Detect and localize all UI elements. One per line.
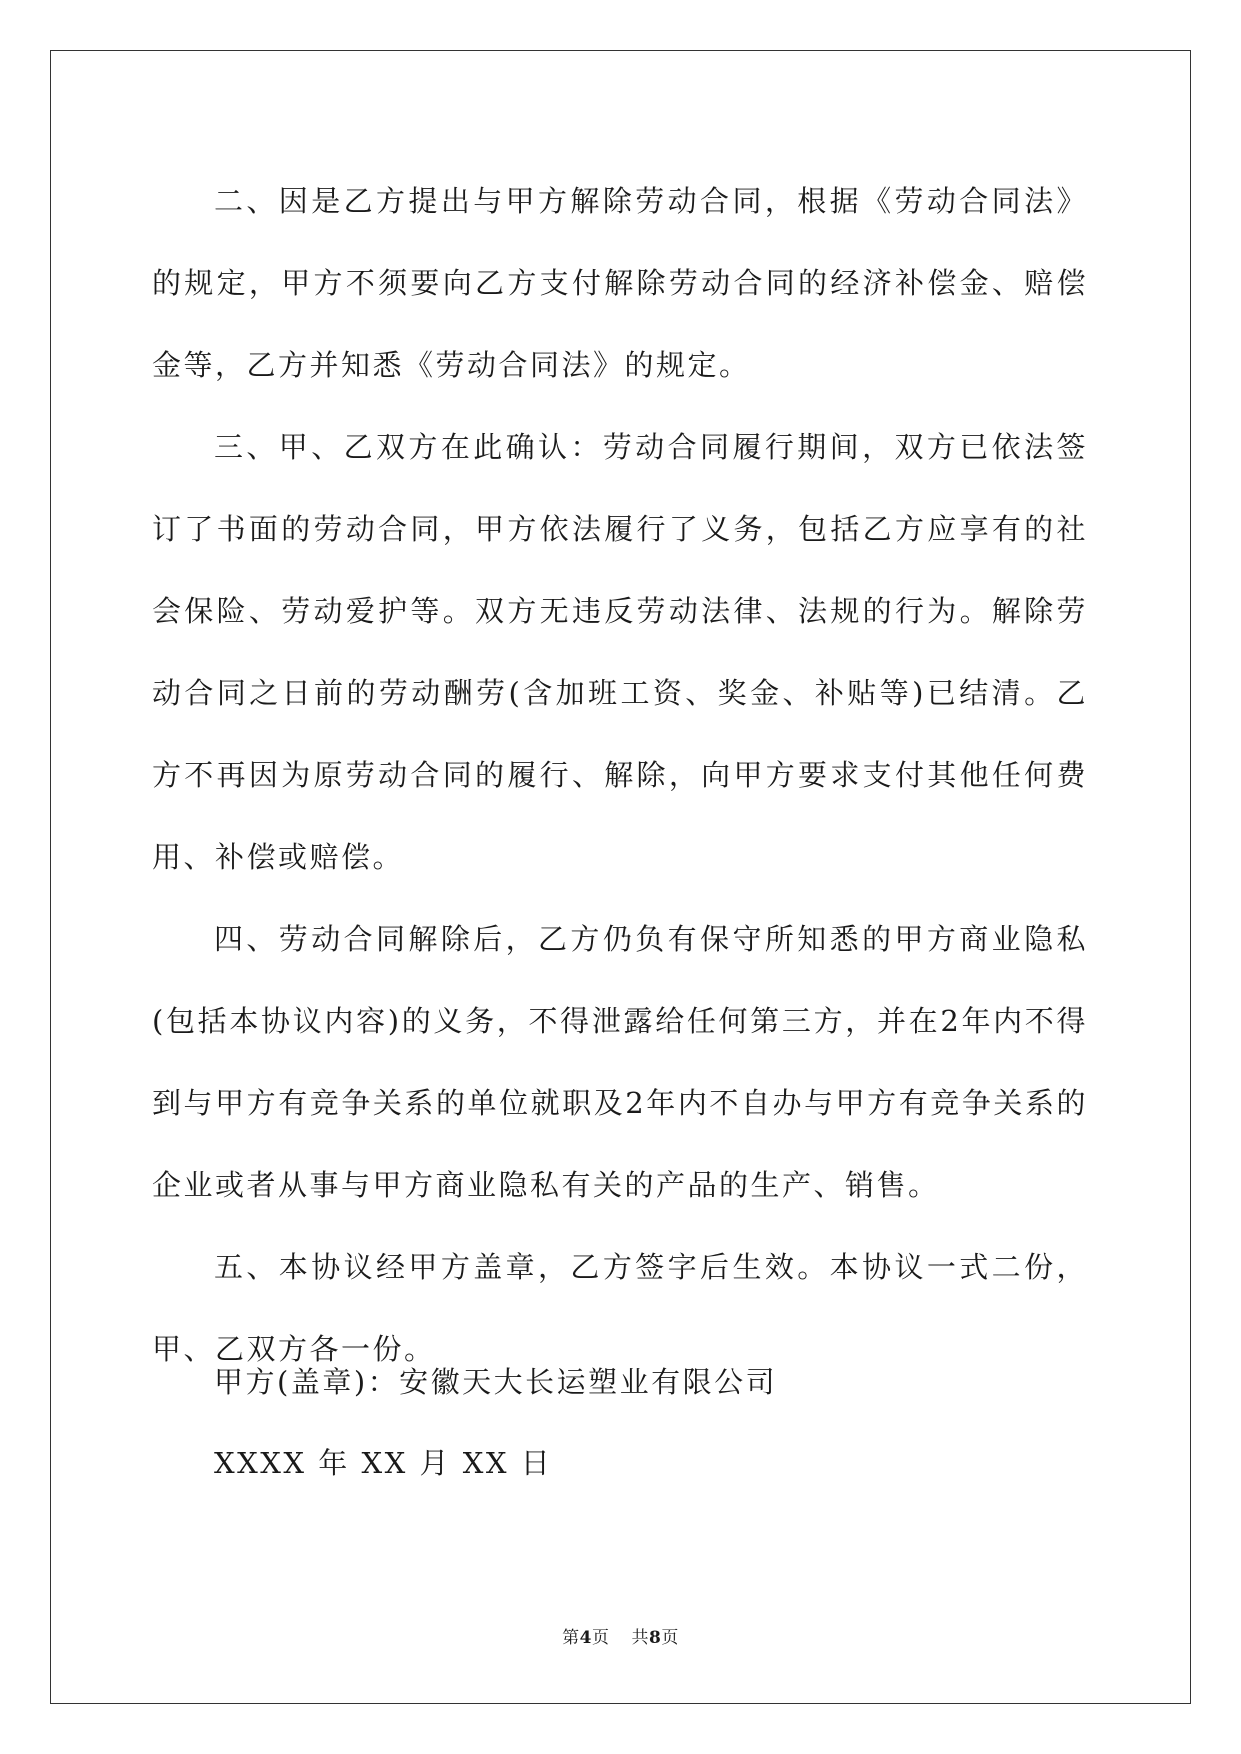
paragraph-clause-4: 四、劳动合同解除后，乙方仍负有保守所知悉的甲方商业隐私(包括本协议内容)的义务，不得泄露给任何第三方，并在2年内不得到与甲方有竞争关系的单位就职及2年内不自办与甲方有竞争关系的企业或者从事与甲方商业隐私有关的产品的生产、销售。	[152, 922, 1088, 1202]
paragraph-clause-5: 五、本协议经甲方盖章，乙方签字后生效。本协议一式二份，甲、乙双方各一份。	[152, 1250, 1088, 1366]
page-number: 4	[579, 1628, 592, 1648]
total-pages: 8	[649, 1628, 662, 1648]
page-prefix: 第	[562, 1628, 580, 1648]
page-footer	[0, 1623, 1241, 1648]
total-suffix: 页	[661, 1628, 679, 1648]
paragraph-clause-2: 二、因是乙方提出与甲方解除劳动合同，根据《劳动合同法》的规定，甲方不须要向乙方支付解除劳动合同的经济补偿金、赔偿金等，乙方并知悉《劳动合同法》的规定。	[152, 184, 1088, 382]
page-suffix: 页	[592, 1628, 610, 1648]
party-a-signature-line: 甲方(盖章)：安徽天大长运塑业有限公司	[214, 1365, 778, 1399]
paragraph-clause-3: 三、甲、乙双方在此确认：劳动合同履行期间，双方已依法签订了书面的劳动合同，甲方依法履行了义务，包括乙方应享有的社会保险、劳动爱护等。双方无违反劳动法律、法规的行为。解除劳动合同之日前的劳动酬劳(含加班工资、奖金、补贴等)已结清。乙方不再因为原劳动合同的履行、解除，向甲方要求支付其他任何费用、补偿或赔偿。	[152, 430, 1088, 874]
document-body	[152, 160, 1088, 1390]
total-prefix: 共	[631, 1628, 649, 1648]
signature-date: XXXX 年 XX 月 XX 日	[214, 1446, 553, 1480]
